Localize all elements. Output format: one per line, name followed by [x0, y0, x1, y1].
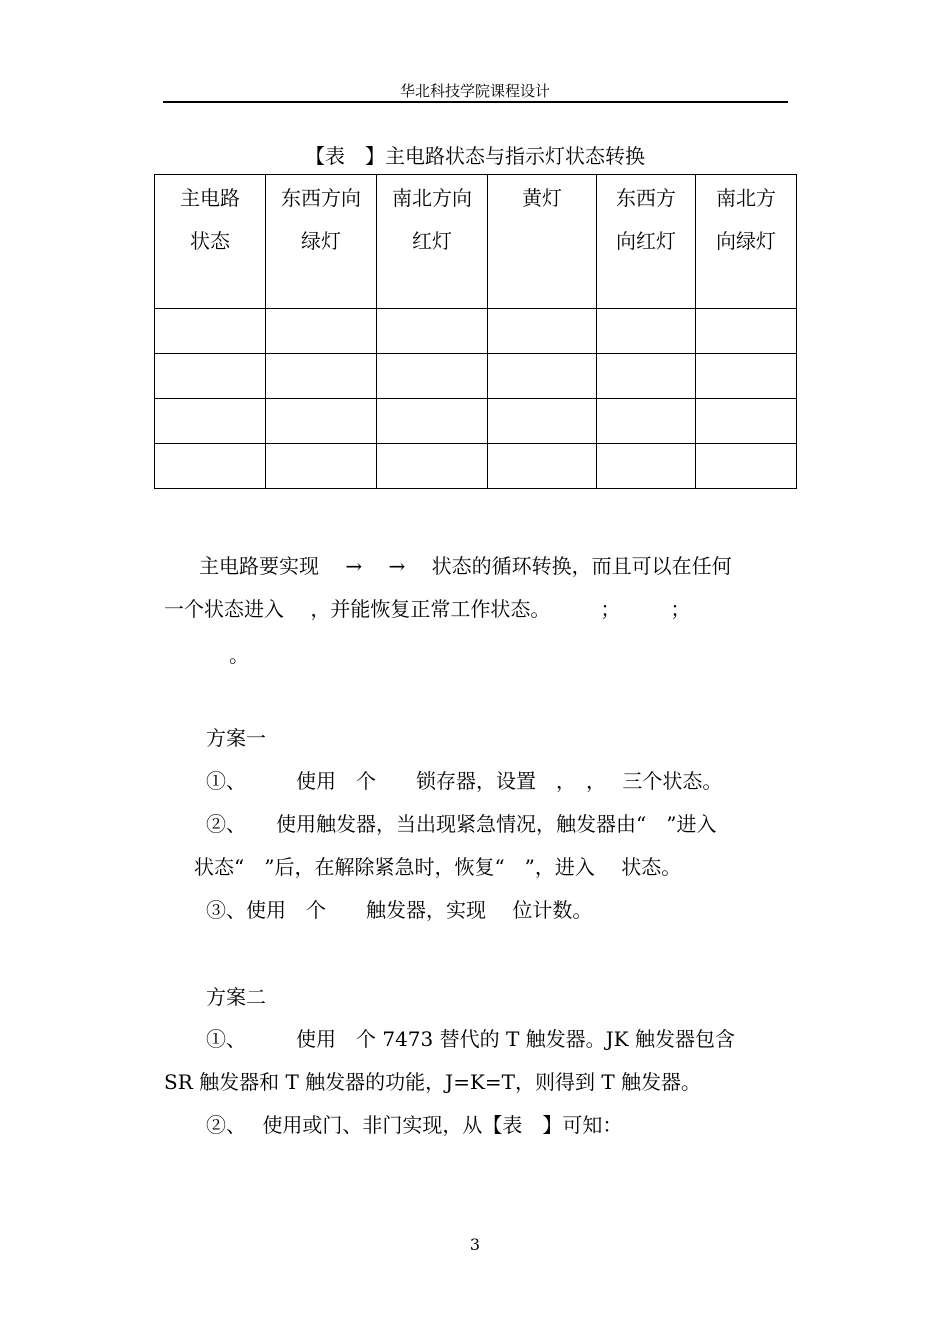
- table-cell: [155, 399, 266, 444]
- column-header: 南北方 向绿灯: [696, 175, 797, 309]
- table-caption: 【表 】主电路状态与指示灯状态转换: [305, 144, 645, 168]
- plan-two-item-2: ②、 使用或门、非门实现，从【表 】可知：: [206, 1113, 623, 1137]
- table-cell: [597, 354, 696, 399]
- table-row: [155, 354, 797, 399]
- table-cell: [696, 444, 797, 489]
- table-cell: [377, 444, 488, 489]
- intro-line-3: 。: [229, 643, 249, 667]
- plan-one-item-3: ③、使用 个 触发器，实现 位计数。: [206, 898, 593, 922]
- column-header: 东西方 向红灯: [597, 175, 696, 309]
- header-rule: [163, 101, 788, 103]
- table-cell: [266, 309, 377, 354]
- table-cell: [377, 354, 488, 399]
- plan-one-title: 方案一: [206, 726, 266, 750]
- table-row: [155, 309, 797, 354]
- table-row: [155, 444, 797, 489]
- table-cell: [597, 309, 696, 354]
- table-header-row: [155, 175, 797, 309]
- table-cell: [155, 354, 266, 399]
- column-header: 主电路 状态: [155, 175, 266, 309]
- table-cell: [696, 399, 797, 444]
- table-cell: [696, 354, 797, 399]
- plan-two-item-1: ①、 使用 个 7473 替代的 T 触发器。JK 触发器包含: [206, 1027, 735, 1051]
- table-cell: [597, 399, 696, 444]
- table-cell: [266, 444, 377, 489]
- column-header: 南北方向 红灯: [377, 175, 488, 309]
- table-cell: [266, 354, 377, 399]
- table-cell: [377, 399, 488, 444]
- table-cell: [488, 444, 597, 489]
- page-header: 华北科技学院课程设计: [399, 82, 550, 100]
- plan-one-item-2: ②、 使用触发器，当出现紧急情况，触发器由“ ”进入: [206, 812, 717, 836]
- table-cell: [155, 444, 266, 489]
- intro-line-2: 一个状态进入 ，并能恢复正常工作状态。 ； ；: [164, 597, 691, 621]
- state-table: [154, 174, 797, 489]
- table-cell: [377, 309, 488, 354]
- table-cell: [488, 399, 597, 444]
- intro-line-1: 主电路要实现 → → 状态的循环转换，而且可以在任何: [199, 554, 732, 578]
- plan-one-item-1: ①、 使用 个 锁存器，设置 ， ， 三个状态。: [206, 769, 723, 793]
- column-header: 东西方向 绿灯: [266, 175, 377, 309]
- table-cell: [488, 354, 597, 399]
- table-cell: [488, 309, 597, 354]
- table-row: [155, 399, 797, 444]
- table-cell: [597, 444, 696, 489]
- plan-two-title: 方案二: [206, 985, 266, 1009]
- plan-two-item-1-cont: SR 触发器和 T 触发器的功能，J=K=T，则得到 T 触发器。: [164, 1070, 702, 1094]
- table-cell: [696, 309, 797, 354]
- table-cell: [155, 309, 266, 354]
- table-cell: [266, 399, 377, 444]
- page-number: 3: [469, 1235, 481, 1254]
- plan-one-item-2-cont: 状态“ ”后，在解除紧急时，恢复“ ”，进入 状态。: [194, 855, 682, 879]
- column-header: 黄灯: [488, 175, 597, 309]
